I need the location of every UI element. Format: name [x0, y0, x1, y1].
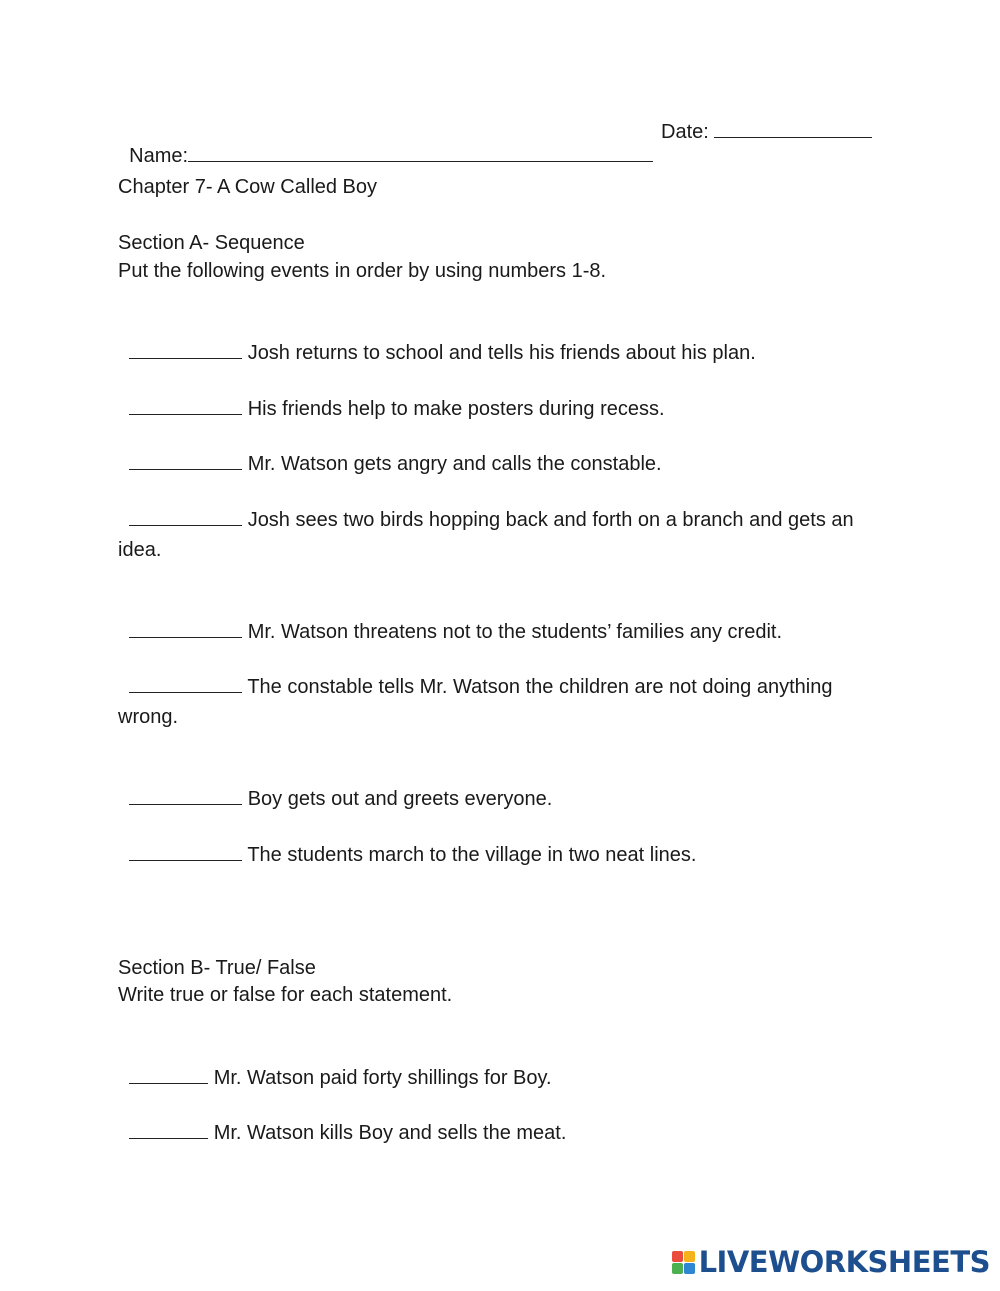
sequence-item: His friends help to make posters during recess. [118, 371, 665, 421]
logo-text: LIVEWORKSHEETS [698, 1245, 990, 1279]
date-blank[interactable] [714, 118, 872, 138]
true-false-item: Mr. Watson kills Boy and sells the meat. [118, 1095, 566, 1145]
answer-blank[interactable] [129, 618, 242, 638]
sequence-item: Mr. Watson gets angry and calls the constable. [118, 426, 662, 476]
sequence-item: The constable tells Mr. Watson the children are not doing anything [118, 649, 832, 699]
answer-blank[interactable] [129, 785, 242, 805]
section-a-instructions: Put the following events in order by using numbers 1-8. [118, 260, 607, 282]
sequence-item: The students march to the village in two neat lines. [118, 817, 696, 867]
logo-square-red [672, 1251, 683, 1262]
date-label: Date: [661, 121, 709, 143]
logo-square-yellow [684, 1251, 695, 1262]
answer-blank[interactable] [129, 841, 242, 861]
name-line [118, 118, 653, 168]
sequence-item: Mr. Watson threatens not to the students’ families any credit. [118, 594, 782, 644]
logo-squares-icon [672, 1251, 695, 1274]
date-line [661, 118, 872, 144]
answer-blank[interactable] [129, 1064, 208, 1084]
liveworksheets-logo[interactable] [672, 1245, 990, 1279]
section-b-title: Section B- True/ False [118, 957, 316, 979]
answer-blank[interactable] [129, 339, 242, 359]
sequence-item-continued: idea. [118, 539, 162, 561]
logo-square-green [672, 1263, 683, 1274]
sequence-item: Boy gets out and greets everyone. [118, 761, 552, 811]
sequence-item: Josh returns to school and tells his friends about his plan. [118, 315, 756, 365]
answer-blank[interactable] [129, 450, 242, 470]
answer-blank[interactable] [129, 1119, 208, 1139]
true-false-item: Mr. Watson paid forty shillings for Boy. [118, 1040, 552, 1090]
answer-blank[interactable] [129, 395, 242, 415]
sequence-item-continued: wrong. [118, 706, 179, 728]
name-blank[interactable] [188, 142, 653, 162]
answer-blank[interactable] [129, 506, 242, 526]
answer-blank[interactable] [129, 673, 242, 693]
logo-square-blue [684, 1263, 695, 1274]
chapter-title: Chapter 7- A Cow Called Boy [118, 176, 378, 198]
name-label: Name: [129, 145, 189, 167]
section-a-title: Section A- Sequence [118, 232, 305, 254]
section-b-instructions: Write true or false for each statement. [118, 984, 453, 1006]
sequence-item: Josh sees two birds hopping back and forth on a branch and gets an [118, 482, 854, 532]
